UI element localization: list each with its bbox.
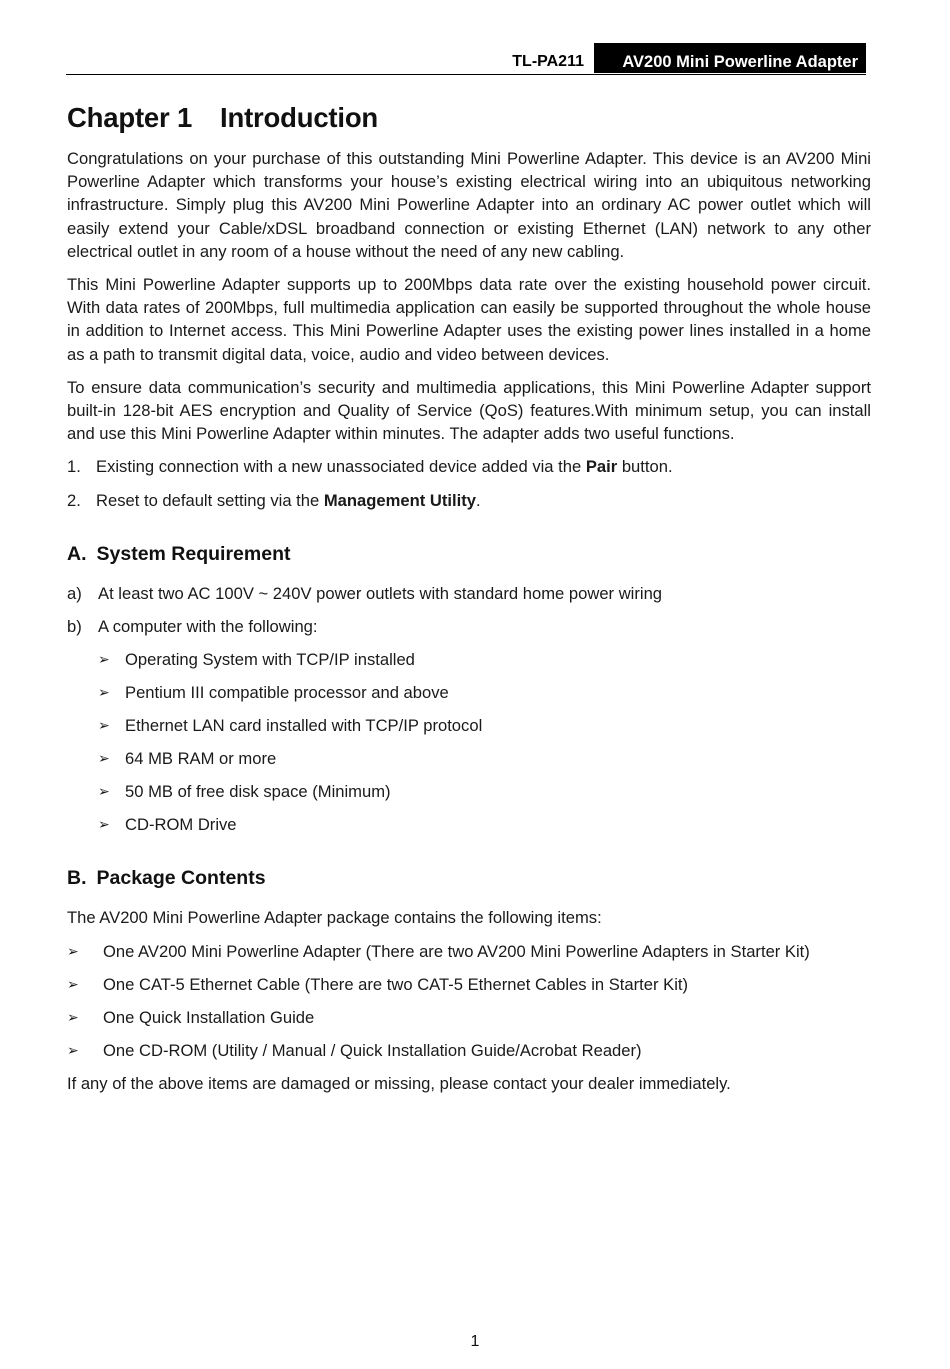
section-letter: B. <box>67 867 87 890</box>
section-title: Package Contents <box>96 867 266 890</box>
sub-item-text: Pentium III compatible processor and above <box>125 683 449 703</box>
requirement-label: b) <box>67 617 82 637</box>
page-content <box>67 102 871 1105</box>
chapter-number: Chapter 1 <box>67 102 193 133</box>
function-text: Reset to default setting via the Management Utility. <box>96 491 481 511</box>
pair-button-label: Pair <box>585 457 618 477</box>
arrow-bullet-icon: ➢ <box>67 1041 79 1058</box>
requirement-item-a <box>67 582 871 605</box>
requirement-sub-item <box>67 747 871 770</box>
sub-item-text: CD-ROM Drive <box>125 815 237 835</box>
package-closing-note: If any of the above items are damaged or missing, please contact your dealer immediately. <box>67 1073 731 1093</box>
arrow-bullet-icon: ➢ <box>98 750 110 767</box>
chapter-title <box>67 102 871 134</box>
package-item-text: One AV200 Mini Powerline Adapter (There are two AV200 Mini Powerline Adapters in Starter Kit) <box>103 941 810 961</box>
arrow-bullet-icon: ➢ <box>98 783 110 800</box>
arrow-bullet-icon: ➢ <box>67 1008 79 1025</box>
requirement-sub-item <box>67 813 871 836</box>
package-item-text: One Quick Installation Guide <box>103 1007 315 1027</box>
arrow-bullet-icon: ➢ <box>98 651 110 668</box>
requirement-label: a) <box>67 584 82 604</box>
function-number: 1. <box>67 457 81 477</box>
intro-paragraph-1: Congratulations on your purchase of this outstanding Mini Powerline Adapter. This device is an AV200 Mini Powerline Adapter which transforms your house’s existing electrical wiring into an ubiquitous networking infrastructure. Simply plug this AV200 Mini Powerline Adapter into an ordinary AC power outlet which will easily extend your Cable/xDSL broadband connection or existing Ethernet (LAN) network to any other electrical outlet in any room of a house without the need of any new cabling. <box>67 149 871 261</box>
requirement-sub-item <box>67 714 871 737</box>
arrow-bullet-icon: ➢ <box>67 942 79 959</box>
section-heading-system-requirement <box>67 543 871 566</box>
requirement-sub-item <box>67 681 871 704</box>
function-number: 2. <box>67 491 81 511</box>
arrow-bullet-icon: ➢ <box>67 975 79 992</box>
package-intro: The AV200 Mini Powerline Adapter package contains the following items: <box>67 908 602 928</box>
sub-item-text: Ethernet LAN card installed with TCP/IP protocol <box>125 716 483 736</box>
page-number: 1 <box>470 1333 480 1350</box>
function-text: Existing connection with a new unassociated device added via the Pair button. <box>96 457 673 477</box>
package-item <box>67 940 871 963</box>
package-item <box>67 1006 871 1029</box>
requirement-sub-item <box>67 648 871 671</box>
header-product-banner: AV200 Mini Powerline Adapter <box>594 43 866 73</box>
package-item <box>67 973 871 996</box>
package-item-text: One CAT-5 Ethernet Cable (There are two CAT-5 Ethernet Cables in Starter Kit) <box>103 974 689 994</box>
header-model: TL-PA211 <box>512 53 584 70</box>
chapter-name: Introduction <box>220 102 379 133</box>
intro-paragraph-3: To ensure data communication’s security and multimedia applications, this Mini Powerline Adapter support built-in 128-bit AES encryption and Quality of Service (QoS) features.With minimum setup, you can install and use this Mini Powerline Adapter within minutes. The adapter adds two useful functions. <box>67 377 871 444</box>
management-utility-label: Management Utility <box>323 491 476 511</box>
function-item-2 <box>67 489 871 512</box>
package-item-text: One CD-ROM (Utility / Manual / Quick Installation Guide/Acrobat Reader) <box>103 1040 642 1060</box>
intro-paragraph-2: This Mini Powerline Adapter supports up to 200Mbps data rate over the existing household power circuit. With data rates of 200Mbps, full multimedia application can easily be supported throughout the whole house in addition to Internet access. This Mini Powerline Adapter uses the existing power lines installed in a home as a path to transmit digital data, voice, audio and video between devices. <box>67 275 871 364</box>
section-heading-package-contents <box>67 867 871 890</box>
function-item-1 <box>67 455 871 478</box>
requirement-item-b <box>67 615 871 638</box>
arrow-bullet-icon: ➢ <box>98 717 110 734</box>
sub-item-text: 64 MB RAM or more <box>125 749 277 769</box>
requirement-sub-item <box>67 780 871 803</box>
requirement-text: A computer with the following: <box>98 617 318 637</box>
page-header <box>66 43 866 75</box>
sub-item-text: 50 MB of free disk space (Minimum) <box>125 782 391 802</box>
requirement-text: At least two AC 100V ~ 240V power outlets with standard home power wiring <box>98 584 663 604</box>
sub-item-text: Operating System with TCP/IP installed <box>125 650 415 670</box>
arrow-bullet-icon: ➢ <box>98 816 110 833</box>
arrow-bullet-icon: ➢ <box>98 684 110 701</box>
section-letter: A. <box>67 543 87 566</box>
package-item <box>67 1039 871 1062</box>
section-title: System Requirement <box>96 543 291 566</box>
